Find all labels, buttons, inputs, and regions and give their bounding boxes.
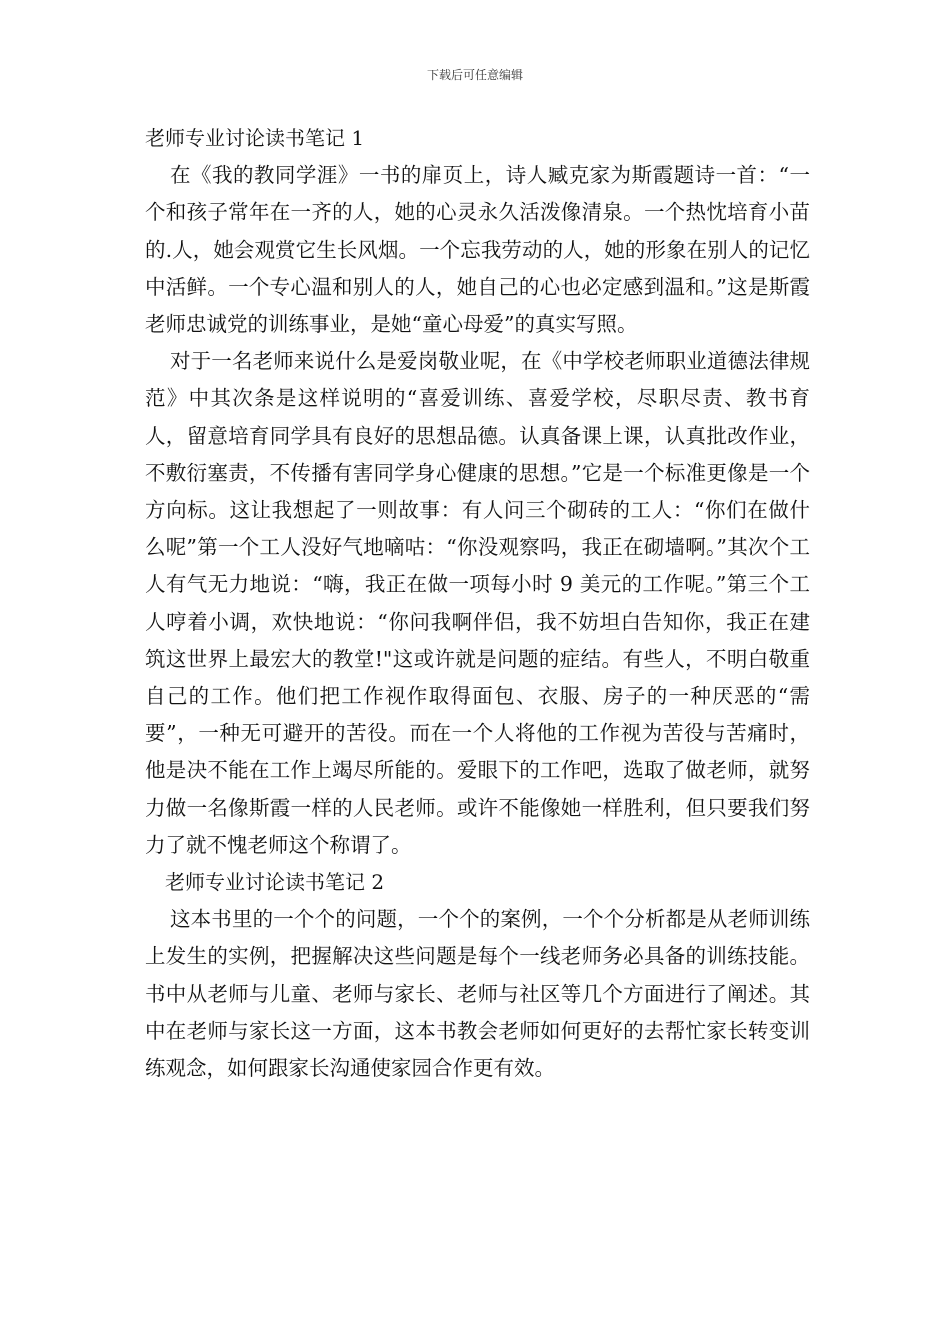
document-body (145, 120, 810, 1087)
paragraph: 对于一名老师来说什么是爱岗敬业呢，在《中学校老师职业道德法律规范》中其次条是这样说明的“喜爱训练、喜爱学校，尽职尽责、教书育人，留意培育同学具有良好的思想品德。认真备课上课，认真批改作业，不敷衍塞责，不传播有害同学身心健康的思想。”它是一个标准更像是一个方向标。这让我想起了一则故事：有人问三个砌砖的工人：“你们在做什么呢”第一个工人没好气地嘀咕：“你没观察吗，我正在砌墙啊。”其次个工人有气无力地说：“嗨，我正在做一项每小时 9 美元的工作呢。”第三个工人哼着小调，欢快地说：“你问我啊伴侣，我不妨坦白告知你，我正在建筑这世界上最宏大的教堂!"这或许就是问题的症结。有些人，不明白敬重自己的工作。他们把工作视作取得面包、衣服、房子的一种厌恶的“需要”，一种无可避开的苦役。而在一个人将他的工作视为苦役与苦痛时，他是决不能在工作上竭尽所能的。爱眼下的工作吧，选取了做老师，就努力做一名像斯霞一样的人民老师。或许不能像她一样胜利，但只要我们努力了就不愧老师这个称谓了。 (145, 349, 810, 857)
page-header: 下载后可任意编辑 (426, 68, 523, 82)
section-title: 老师专业讨论读书笔记 2 (165, 870, 385, 895)
section-title: 老师专业讨论读书笔记 1 (145, 126, 365, 150)
paragraph: 这本书里的一个个的问题，一个个的案例，一个个分析都是从老师训练上发生的实例，把握解决这些问题是每个一线老师务必具备的训练技能。书中从老师与儿童、老师与家长、老师与社区等几个方面进行了阐述。其中在老师与家长这一方面，这本书教会老师如何更好的去帮忙家长转变训练观念，如何跟家长沟通使家园合作更有效。 (145, 907, 810, 1081)
paragraph: 在《我的教同学涯》一书的扉页上，诗人臧克家为斯霞题诗一首：“一个和孩子常年在一齐的人，她的心灵永久活泼像清泉。一个热忱培育小苗的.人，她会观赏它生长风烟。一个忘我劳动的人，她的形象在别人的记忆中活鲜。一个专心温和别人的人，她自己的心也必定感到温和。”这是斯霞老师忠诚党的训练事业，是她“童心母爱”的真实写照。 (145, 163, 810, 337)
